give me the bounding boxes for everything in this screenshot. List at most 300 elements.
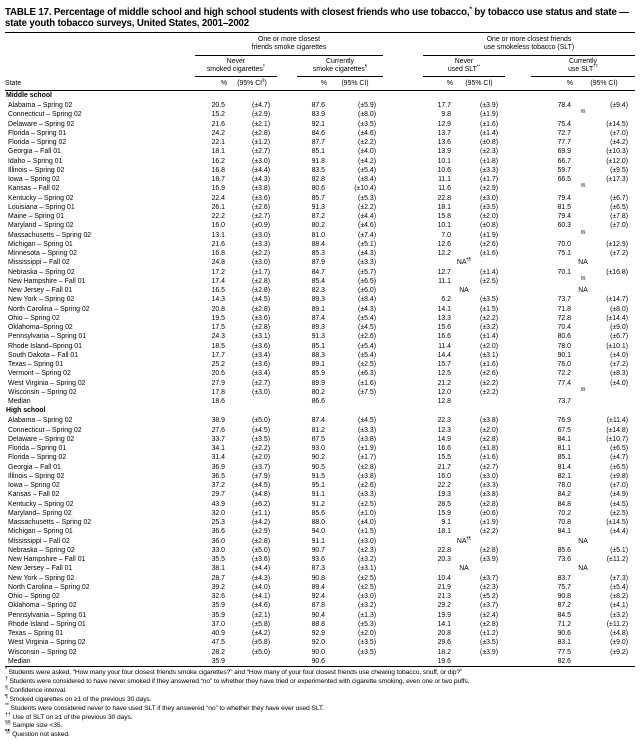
pct-cell: 90.2 xyxy=(311,454,325,462)
pct-cell: 12.5 xyxy=(437,370,451,378)
pct-cell: 70.2 xyxy=(557,509,571,517)
pct-cell: 10.1 xyxy=(437,157,451,165)
state-cell: Vermont – Spring 02 xyxy=(8,370,71,378)
pct-cell: 72.2 xyxy=(557,370,571,378)
table-row xyxy=(5,518,635,527)
pct-cell: 14.1 xyxy=(437,620,451,628)
pct-cell: 83.5 xyxy=(311,166,325,174)
ci-cell: (±4.4) xyxy=(358,213,376,221)
ci-header-text: (95% CI xyxy=(237,79,263,87)
table-row xyxy=(5,203,635,212)
ci-cell: (±4.2) xyxy=(358,157,376,165)
state-cell: Median xyxy=(8,398,31,406)
ci-cell: (±3.3) xyxy=(480,166,498,174)
ci-cell: (±2.6) xyxy=(358,333,376,341)
note-cell xyxy=(531,277,635,286)
ci-cell: (±4.7) xyxy=(610,454,629,462)
ci-cell: (±2.2) xyxy=(252,250,270,258)
footnote-text: Smoked cigarettes on ≥1 of the previous 30 days. xyxy=(7,695,152,703)
column-gap xyxy=(277,444,297,453)
table-title-continuation: by tobacco use status and state — state youth tobacco surveys, United States, 2001–2002 xyxy=(5,7,629,29)
column-gap xyxy=(505,397,531,406)
state-cell: Mississippi – Fall 02 xyxy=(8,537,70,545)
ci-cell: (±7.5) xyxy=(358,388,376,396)
column-gap xyxy=(383,286,423,295)
column-gap xyxy=(277,620,297,629)
ci-cell: (±2.8) xyxy=(480,435,498,443)
ci-cell: (±10.1) xyxy=(606,342,629,350)
state-cell: New York – Spring 02 xyxy=(8,574,75,582)
column-gap xyxy=(277,574,297,583)
pct-cell: 37.2 xyxy=(211,482,225,490)
pct-cell: 92.1 xyxy=(311,120,325,128)
pct-cell: 92.4 xyxy=(311,593,325,601)
ci-cell: (±1.5) xyxy=(480,305,498,313)
pct-cell: 11.1 xyxy=(438,176,451,184)
ci-cell: (±3.0) xyxy=(252,231,270,239)
pct-cell: 16.2 xyxy=(211,157,225,165)
pct-cell: 81.5 xyxy=(557,203,571,211)
table-row xyxy=(5,342,635,351)
ci-cell: (±6.2) xyxy=(252,500,270,508)
pct-cell: 80.2 xyxy=(311,222,325,230)
ci-cell: (±3.0) xyxy=(252,259,270,267)
pct-cell: 67.5 xyxy=(557,426,571,434)
footnote xyxy=(5,693,637,705)
ci-cell: (±0.8) xyxy=(480,222,498,230)
column-gap xyxy=(277,203,297,212)
ci-cell: (±4.1) xyxy=(252,593,270,601)
footnote-marker: §§ xyxy=(580,229,586,235)
state-cell: Maryland – Spring 02 xyxy=(8,222,74,230)
pct-cell: 92.0 xyxy=(311,639,325,647)
footnote-marker: ** xyxy=(476,63,481,69)
pct-cell: 11.4 xyxy=(438,342,451,350)
column-gap xyxy=(505,175,531,184)
column-gap xyxy=(277,518,297,527)
footnote-symbol: ** xyxy=(5,702,9,709)
table-row xyxy=(5,397,635,406)
table-row xyxy=(5,555,635,564)
column-gap xyxy=(277,592,297,601)
ci-cell: (±2.5) xyxy=(358,583,376,591)
pct-cell: 81.0 xyxy=(311,231,325,239)
pct-cell: 86.6 xyxy=(311,398,325,406)
pct-cell: 87.3 xyxy=(311,565,325,573)
table-row xyxy=(5,379,635,388)
state-cell: New York – Spring 02 xyxy=(8,296,75,304)
ci-cell: (±4.7) xyxy=(252,102,270,110)
ci-cell: (±2.0) xyxy=(358,630,376,638)
ci-cell: (±0.6) xyxy=(480,509,498,517)
column-gap xyxy=(505,249,531,258)
column-gap xyxy=(505,500,531,509)
column-gap xyxy=(505,360,531,369)
pct-cell: 16.0 xyxy=(211,222,225,230)
pct-cell: 73.6 xyxy=(557,556,571,564)
pct-cell: 18.1 xyxy=(211,148,225,156)
column-gap xyxy=(505,611,531,620)
ci-cell: (±5.8) xyxy=(252,620,270,628)
ci-cell: (±6.0) xyxy=(358,287,376,295)
pct-cell: 20.3 xyxy=(437,556,451,564)
ci-cell: (±2.0) xyxy=(252,454,270,462)
column-gap xyxy=(383,231,423,240)
pct-cell: 7.0 xyxy=(441,231,451,239)
ci-cell: (±4.2) xyxy=(252,630,270,638)
column-gap xyxy=(383,527,423,536)
column-gap xyxy=(383,55,423,76)
pct-cell: 87.2 xyxy=(311,213,325,221)
ci-cell: (±9.4) xyxy=(610,102,629,110)
ci-cell: (±2.5) xyxy=(610,509,629,517)
table-row xyxy=(5,444,635,453)
ci-cell: (±2.6) xyxy=(480,370,498,378)
column-gap xyxy=(383,564,423,573)
ci-cell: (±12.9) xyxy=(606,240,629,248)
state-column-spacer xyxy=(5,33,195,56)
pct-cell: 24.2 xyxy=(211,129,225,137)
ci-cell: (±6.5) xyxy=(610,203,629,211)
ci-cell: (±7.9) xyxy=(252,472,270,480)
column-gap xyxy=(383,157,423,166)
ci-cell: (±1.9) xyxy=(480,111,498,119)
pct-cell: 29.6 xyxy=(437,639,451,647)
pct-cell: 17.8 xyxy=(211,388,225,396)
column-gap xyxy=(383,490,423,499)
pct-cell: 20.8 xyxy=(211,305,225,313)
pct-cell: 12.2 xyxy=(437,250,451,258)
pct-cell: 24.3 xyxy=(211,333,225,341)
ci-cell: (±9.0) xyxy=(610,639,629,647)
column-gap xyxy=(277,295,297,304)
pct-cell: 70.1 xyxy=(557,268,571,276)
ci-cell: (±4.5) xyxy=(358,417,376,425)
pct-cell: 82.8 xyxy=(311,176,325,184)
table-row xyxy=(5,435,635,444)
ci-cell: (±3.6) xyxy=(252,194,270,202)
column-gap xyxy=(277,657,297,667)
footnote-text: Use of SLT on ≥1 of the previous 30 days. xyxy=(10,713,133,721)
ci-cell: (±2.2) xyxy=(358,203,376,211)
table-row xyxy=(5,620,635,629)
pct-cell: 22.2 xyxy=(211,213,225,221)
column-gap xyxy=(505,268,531,277)
footnote xyxy=(5,702,637,714)
ci-cell: (±1.9) xyxy=(480,231,498,239)
column-gap xyxy=(383,323,423,332)
table-row xyxy=(5,657,635,667)
pct-cell: 16.8 xyxy=(211,250,225,258)
ci-cell: (±10.3) xyxy=(606,148,629,156)
pct-cell: 40.9 xyxy=(211,630,225,638)
pct-cell: 35.9 xyxy=(211,657,225,665)
pct-cell: 21.6 xyxy=(211,120,225,128)
column-gap xyxy=(383,620,423,629)
column-gap xyxy=(505,435,531,444)
ci-cell: (±1.4) xyxy=(480,129,498,137)
table-row xyxy=(5,221,635,230)
ci-cell: (±11.4) xyxy=(606,417,629,425)
footnote-marker: §§ xyxy=(580,386,586,392)
pct-cell: 12.8 xyxy=(437,398,451,406)
column-gap xyxy=(277,527,297,536)
pct-cell: 39.2 xyxy=(211,583,225,591)
ci-cell: (±2.2) xyxy=(358,139,376,147)
column-gap xyxy=(277,583,297,592)
ci-cell: (±5.1) xyxy=(610,546,629,554)
ci-cell: (±8.0) xyxy=(610,305,629,313)
ci-cell: (±4.5) xyxy=(252,296,270,304)
subcol-line2 xyxy=(297,63,383,74)
column-gap xyxy=(383,574,423,583)
pct-cell: 37.0 xyxy=(211,620,225,628)
pct-cell: 71.2 xyxy=(557,620,571,628)
ci-header-close: ) xyxy=(264,79,267,87)
column-gap xyxy=(505,212,531,221)
na-cell: NA¶¶ xyxy=(456,535,472,545)
pct-cell: 33.7 xyxy=(211,435,225,443)
column-gap xyxy=(505,537,531,546)
column-gap xyxy=(383,509,423,518)
column-gap xyxy=(383,166,423,175)
column-gap xyxy=(505,305,531,314)
pct-cell: 90.0 xyxy=(311,648,325,656)
footnote-text: Question not asked. xyxy=(10,731,70,739)
ci-cell: (±3.6) xyxy=(252,361,270,369)
pct-cell: 76.9 xyxy=(557,417,571,425)
column-gap xyxy=(505,463,531,472)
column-gap xyxy=(383,249,423,258)
pct-cell: 17.4 xyxy=(211,277,225,285)
ci-cell: (±1.2) xyxy=(252,139,270,147)
ci-cell: (±3.8) xyxy=(358,435,376,443)
pct-cell: 78.0 xyxy=(557,342,571,350)
table-row xyxy=(5,564,635,573)
col-group-smoke-line2: friends smoke cigarettes xyxy=(251,44,327,52)
ci-cell: (±14.5) xyxy=(606,120,629,128)
ci-cell: (±14.5) xyxy=(606,519,629,527)
pct-cell: 18.1 xyxy=(437,203,451,211)
state-cell: New Hampshire – Fall 01 xyxy=(8,277,86,285)
column-gap xyxy=(277,416,297,425)
column-gap xyxy=(277,249,297,258)
column-gap xyxy=(383,416,423,425)
column-gap xyxy=(277,453,297,462)
column-gap xyxy=(383,332,423,341)
state-cell: Pennsylvania – Spring 01 xyxy=(8,333,87,341)
ci-cell: (±7.0) xyxy=(610,222,629,230)
pct-cell: 60.3 xyxy=(557,222,571,230)
state-cell: Florida – Spring 01 xyxy=(8,129,67,137)
ci-cell: (±1.6) xyxy=(480,250,498,258)
column-gap xyxy=(383,268,423,277)
state-cell: Ohio – Spring 02 xyxy=(8,593,60,601)
pct-cell: 47.5 xyxy=(211,639,225,647)
table-row xyxy=(5,323,635,332)
ci-cell: (±2.7) xyxy=(252,148,270,156)
column-gap xyxy=(277,360,297,369)
column-gap xyxy=(383,537,423,546)
column-gap xyxy=(277,601,297,610)
pct-cell: 21.7 xyxy=(437,463,451,471)
column-gap xyxy=(277,500,297,509)
column-gap xyxy=(383,221,423,230)
pct-header: % xyxy=(297,76,327,90)
pct-cell: 85.6 xyxy=(557,546,571,554)
pct-cell: 81.1 xyxy=(557,445,571,453)
ci-cell: (±4.4) xyxy=(252,565,270,573)
column-gap xyxy=(383,601,423,610)
pct-cell: 83.1 xyxy=(557,639,571,647)
ci-cell: (±2.0) xyxy=(480,213,498,221)
ci-cell: (±4.5) xyxy=(252,426,270,434)
pct-cell: 84.5 xyxy=(557,611,571,619)
column-gap xyxy=(277,435,297,444)
pct-cell: 85.7 xyxy=(311,194,325,202)
column-gap xyxy=(277,638,297,647)
state-cell: Massachusetts – Spring 02 xyxy=(8,519,92,527)
table-row xyxy=(5,490,635,499)
na-cell: NA xyxy=(459,287,469,295)
footnote xyxy=(5,666,637,678)
pct-cell: 18.7 xyxy=(211,176,225,184)
column-gap xyxy=(505,379,531,388)
pct-cell: 21.2 xyxy=(437,379,451,387)
ci-cell: (±4.6) xyxy=(358,129,376,137)
pct-cell: 66.5 xyxy=(557,176,571,184)
pct-cell: 14.9 xyxy=(437,435,451,443)
column-gap xyxy=(505,426,531,435)
footnote-marker: ¶¶ xyxy=(466,535,472,541)
state-cell: North Carolina – Spring 02 xyxy=(8,305,90,313)
column-gap xyxy=(277,629,297,638)
ci-cell: (±3.0) xyxy=(252,388,270,396)
ci-cell: (±1.8) xyxy=(480,445,498,453)
pct-cell: 27.6 xyxy=(211,426,225,434)
table-row xyxy=(5,351,635,360)
pct-cell: 19.9 xyxy=(437,611,451,619)
ci-cell: (±10.7) xyxy=(606,435,629,443)
ci-cell: (±6.5) xyxy=(610,445,629,453)
state-column-spacer xyxy=(5,55,195,76)
column-gap xyxy=(383,583,423,592)
pct-cell: 83.7 xyxy=(557,574,571,582)
ci-header xyxy=(327,76,383,90)
footnote-text: Sample size <35. xyxy=(10,722,63,730)
ci-cell: (±3.5) xyxy=(358,120,376,128)
pct-cell: 12.7 xyxy=(437,268,451,276)
pct-cell: 79.4 xyxy=(557,194,571,202)
column-gap xyxy=(383,147,423,156)
column-gap xyxy=(505,332,531,341)
ci-cell: (±6.7) xyxy=(610,194,629,202)
column-gap xyxy=(505,166,531,175)
pct-cell: 77.4 xyxy=(557,379,571,387)
state-cell: Texas – Spring 01 xyxy=(8,361,64,369)
pct-cell: 28.2 xyxy=(211,648,225,656)
ci-cell: (±5.0) xyxy=(252,417,270,425)
column-gap xyxy=(505,286,531,295)
state-cell: Nebraska – Spring 02 xyxy=(8,546,75,554)
ci-cell: (±7.3) xyxy=(610,574,629,582)
footnote-marker: † xyxy=(262,63,266,69)
state-cell: Rhode Island – Spring 01 xyxy=(8,620,86,628)
col-group-smoke xyxy=(195,33,383,56)
ci-cell: (±2.5) xyxy=(358,500,376,508)
note-cell xyxy=(531,184,635,193)
ci-cell: (±3.0) xyxy=(480,472,498,480)
table-header xyxy=(5,33,635,91)
ci-cell: (±5.0) xyxy=(252,546,270,554)
ci-cell: (±2.1) xyxy=(252,120,270,128)
state-cell: Oklahoma–Spring 02 xyxy=(8,324,73,332)
na-cell: NA xyxy=(578,565,588,573)
pct-cell: 85.1 xyxy=(311,148,325,156)
ci-cell: (±3.8) xyxy=(358,472,376,480)
pct-cell: 85.1 xyxy=(557,454,571,462)
pct-cell: 90.6 xyxy=(311,657,325,665)
ci-cell: (±2.8) xyxy=(252,305,270,313)
column-gap xyxy=(505,295,531,304)
ci-cell: (±3.9) xyxy=(480,648,498,656)
ci-cell: (±2.7) xyxy=(252,379,270,387)
pct-cell: 16.9 xyxy=(211,185,225,193)
pct-cell: 25.3 xyxy=(211,519,225,527)
ci-cell: (±8.0) xyxy=(358,111,376,119)
column-gap xyxy=(277,314,297,323)
pct-cell: 17.7 xyxy=(211,351,225,359)
ci-cell: (±4.2) xyxy=(610,139,629,147)
column-gap xyxy=(383,463,423,472)
pct-cell: 84.1 xyxy=(557,528,571,536)
column-gap xyxy=(383,518,423,527)
table-row xyxy=(5,472,635,481)
pct-cell: 11.1 xyxy=(438,277,451,285)
ci-cell: (±3.5) xyxy=(358,648,376,656)
column-gap xyxy=(383,453,423,462)
subcol-line1: Never xyxy=(226,57,246,65)
pct-cell: 32.0 xyxy=(211,509,225,517)
ci-cell: (±11.2) xyxy=(606,556,629,564)
footnote-marker: †† xyxy=(593,63,598,69)
pct-cell: 36.0 xyxy=(211,537,225,545)
pct-cell: 26.1 xyxy=(211,203,225,211)
pct-cell: 89.3 xyxy=(311,324,325,332)
ci-cell: (±1.3) xyxy=(358,611,376,619)
ci-cell: (±2.8) xyxy=(252,537,270,545)
pct-cell: 17.5 xyxy=(211,324,225,332)
table-row xyxy=(5,240,635,249)
na-cell: NA xyxy=(459,565,469,573)
state-cell: Connecticut – Spring 02 xyxy=(8,426,82,434)
ci-cell: (±3.3) xyxy=(358,259,376,267)
state-cell: Delaware – Spring 02 xyxy=(8,120,75,128)
pct-cell: 18.2 xyxy=(437,648,451,656)
column-gap xyxy=(505,574,531,583)
ci-cell: (±1.6) xyxy=(358,379,376,387)
column-gap xyxy=(383,629,423,638)
pct-cell: 16.6 xyxy=(437,445,451,453)
ci-cell: (±3.7) xyxy=(252,463,270,471)
column-gap xyxy=(505,481,531,490)
pct-cell: 27.9 xyxy=(211,379,225,387)
state-cell: Alabama – Spring 02 xyxy=(8,417,73,425)
pct-cell: 87.7 xyxy=(311,139,325,147)
state-cell: Kansas – Fall 02 xyxy=(8,491,60,499)
column-gap xyxy=(505,203,531,212)
pct-cell: 75.4 xyxy=(557,120,571,128)
